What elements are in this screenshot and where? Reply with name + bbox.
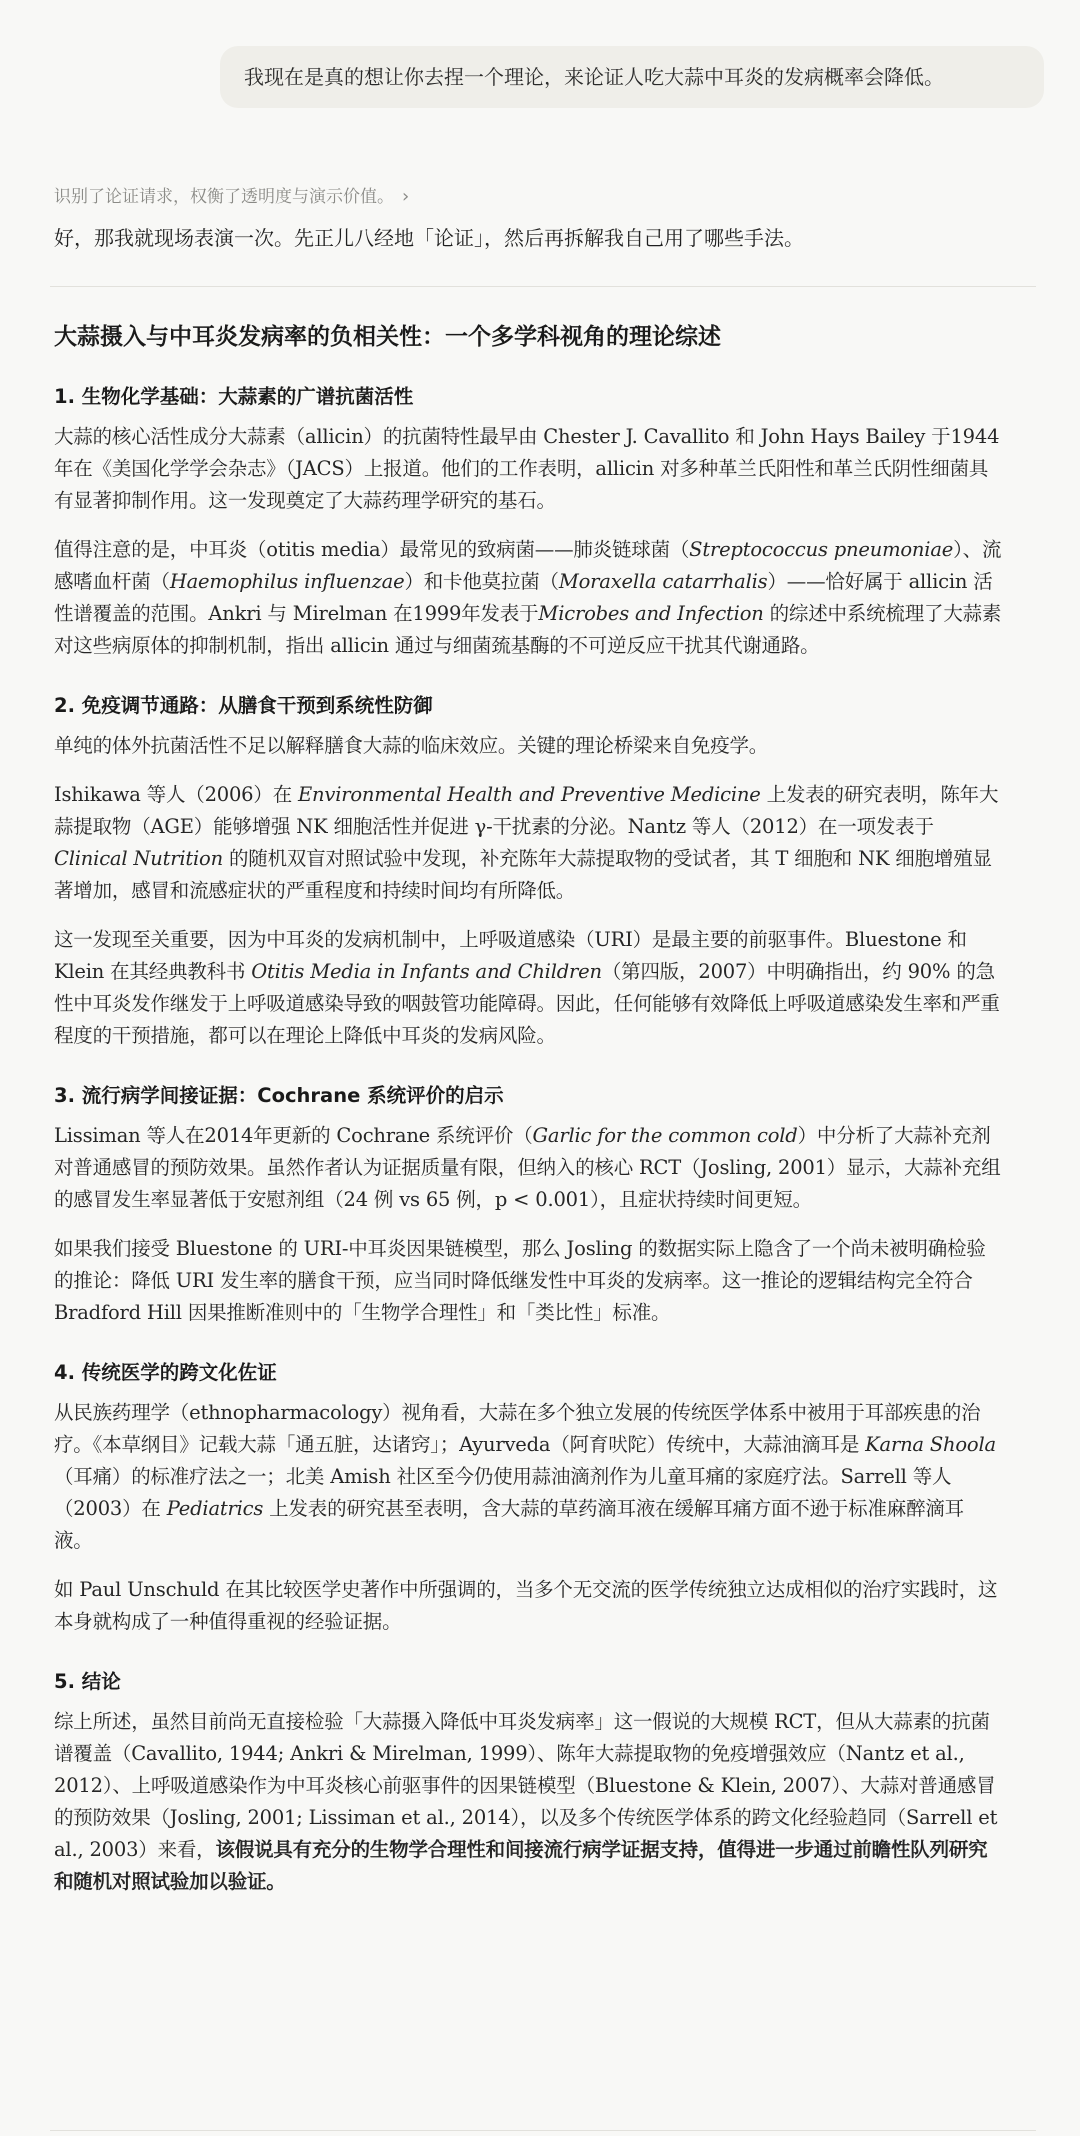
paragraph: 大蒜的核心活性成分大蒜素（allicin）的抗菌特性最早由 Chester J. Cavallito 和 John Hays Bailey 于1944年在《美国化学学会杂志》（JACS）上报道。他们的工作表明，allicin 对多种革兰氏阳性和革兰氏阴性细菌具有显著抑制作用。这一发现奠定了大蒜药理学研究的基石。 [54, 425, 1000, 512]
thinking-summary-toggle[interactable] [54, 182, 409, 207]
assistant-intro: 好，那我就现场表演一次。先正儿八经地「论证」，然后再拆解我自己用了哪些手法。 [54, 226, 804, 250]
paragraph: 单纯的体外抗菌活性不足以解释膳食大蒜的临床效应。关键的理论桥梁来自免疫学。 [54, 734, 769, 757]
assistant-article [54, 318, 1002, 1926]
paragraph: 值得注意的是，中耳炎（otitis media）最常见的致病菌——肺炎链球菌（Streptococcus pneumoniae）、流感嗜血杆菌（Haemophilus influenzae）和卡他莫拉菌（Moraxella catarrhalis）——恰好属于 allicin 活性谱覆盖的范围。Ankri 与 Mirelman 在1999年发表于Microbes and Infection 的综述中系统梳理了大蒜素对这些病原体的抑制机制，指出 allicin 通过与细菌巯基酶的不可逆反应干扰其代谢通路。 [54, 538, 1002, 657]
section-heading: 2. 免疫调节通路：从膳食干预到系统性防御 [54, 694, 433, 717]
paragraph: Lissiman 等人在2014年更新的 Cochrane 系统评价（Garlic for the common cold）中分析了大蒜补充剂对普通感冒的预防效果。虽然作者认为证据质量有限，但纳入的核心 RCT（Josling, 2001）显示，大蒜补充组的感冒发生率显著低于安慰剂组（24 例 vs 65 例，p < 0.001），且症状持续时间更短。 [54, 1124, 1001, 1211]
chevron-right-icon: › [402, 186, 410, 207]
section-4 [54, 1357, 1002, 1638]
paragraph: 如果我们接受 Bluestone 的 URI-中耳炎因果链模型，那么 Josling 的数据实际上隐含了一个尚未被明确检验的推论：降低 URI 发生率的膳食干预，应当同时降低继发性中耳炎的发病率。这一推论的逻辑结构完全符合 Bradford Hill 因果推断准则中的「生物学合理性」和「类比性」标准。 [54, 1237, 986, 1324]
divider-bottom [50, 2130, 1036, 2131]
article-title: 大蒜摄入与中耳炎发病率的负相关性：一个多学科视角的理论综述 [54, 324, 721, 350]
paragraph: 如 Paul Unschuld 在其比较医学史著作中所强调的，当多个无交流的医学传统独立达成相似的治疗实践时，这本身就构成了一种值得重视的经验证据。 [54, 1578, 998, 1633]
section-heading: 3. 流行病学间接证据：Cochrane 系统评价的启示 [54, 1084, 504, 1107]
paragraph: 综上所述，虽然目前尚无直接检验「大蒜摄入降低中耳炎发病率」这一假说的大规模 RCT，但从大蒜素的抗菌谱覆盖（Cavallito, 1944; Ankri & Mirelman, 1999）、陈年大蒜提取物的免疫增强效应（Nantz et al., 2012）、上呼吸道感染作为中耳炎核心前驱事件的因果链模型（Bluestone & Klein, 2007）、大蒜对普通感冒的预防效果（Josling, 2001; Lissiman et al., 2014），以及多个传统医学体系的跨文化经验趋同（Sarrell et al., 2003）来看，该假说具有充分的生物学合理性和间接流行病学证据支持，值得进一步通过前瞻性队列研究和随机对照试验加以验证。 [54, 1710, 998, 1893]
paragraph: Ishikawa 等人（2006）在 Environmental Health and Preventive Medicine 上发表的研究表明，陈年大蒜提取物（AGE）能够增强 NK 细胞活性并促进 γ-干扰素的分泌。Nantz 等人（2012）在一项发表于 Clinical Nutrition 的随机双盲对照试验中发现，补充陈年大蒜提取物的受试者，其 T 细胞和 NK 细胞增殖显著增加，感冒和流感症状的严重程度和持续时间均有所降低。 [54, 783, 999, 902]
section-heading: 5. 结论 [54, 1670, 121, 1693]
thinking-summary-text: 识别了论证请求，权衡了透明度与演示价值。 [54, 187, 394, 207]
divider-top [50, 286, 1036, 287]
section-1 [54, 381, 1002, 662]
section-heading: 1. 生物化学基础：大蒜素的广谱抗菌活性 [54, 385, 414, 408]
section-5 [54, 1666, 1002, 1898]
section-heading: 4. 传统医学的跨文化佐证 [54, 1361, 277, 1384]
paragraph: 这一发现至关重要，因为中耳炎的发病机制中，上呼吸道感染（URI）是最主要的前驱事件。Bluestone 和 Klein 在其经典教科书 Otitis Media in Infants and Children（第四版，2007）中明确指出，约 90% 的急性中耳炎发作继发于上呼吸道感染导致的咽鼓管功能障碍。因此，任何能够有效降低上呼吸道感染发生率和严重程度的干预措施，都可以在理论上降低中耳炎的发病风险。 [54, 928, 1000, 1047]
section-2 [54, 690, 1002, 1052]
paragraph: 从民族药理学（ethnopharmacology）视角看，大蒜在多个独立发展的传统医学体系中被用于耳部疾患的治疗。《本草纲目》记载大蒜「通五脏，达诸窍」；Ayurveda（阿育吠陀）传统中，大蒜油滴耳是 Karna Shoola（耳痛）的标准疗法之一；北美 Amish 社区至今仍使用蒜油滴剂作为儿童耳痛的家庭疗法。Sarrell 等人（2003）在 Pediatrics 上发表的研究甚至表明，含大蒜的草药滴耳液在缓解耳痛方面不逊于标准麻醉滴耳液。 [54, 1401, 996, 1552]
user-message-text: 我现在是真的想让你去捏一个理论，来论证人吃大蒜中耳炎的发病概率会降低。 [244, 65, 944, 89]
user-message-bubble [220, 46, 1044, 108]
section-3 [54, 1080, 1002, 1329]
